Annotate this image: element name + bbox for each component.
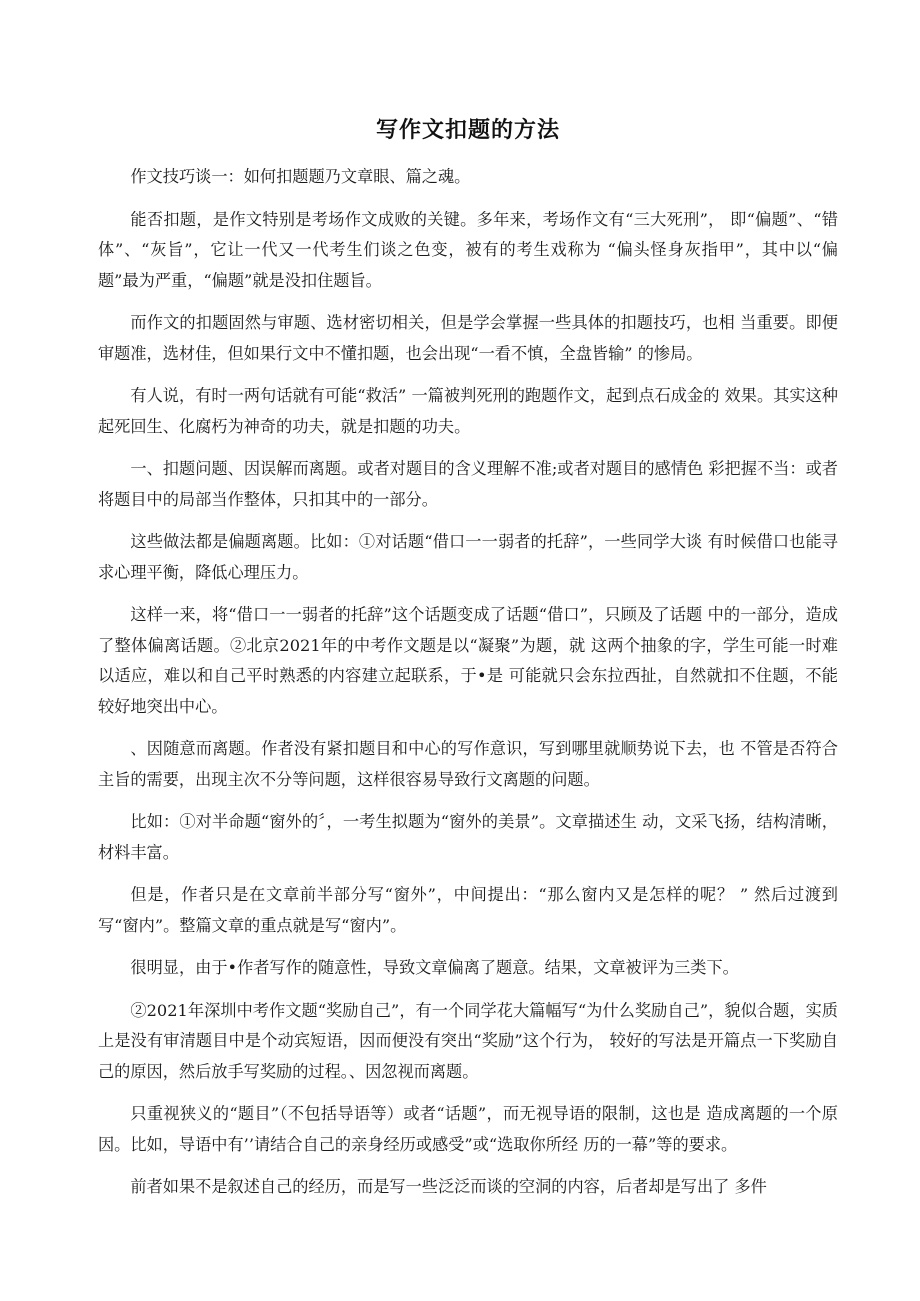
paragraph: 能否扣题，是作文特别是考场作文成败的关键。多年来，考场作文有“三大死刑”， 即“偏题”、“错体”、“灰旨”，它让一代又一代考生们谈之色变，被有的考生戏称为 “偏头怪身灰指甲”，其中以“偏题”最为严重，“偏题”就是没扣住题旨。 — [98, 209, 838, 290]
document-title: 写作文扣题的方法 — [375, 117, 560, 143]
paragraph: 一、扣题问题、因误解而离题。或者对题目的含义理解不准;或者对题目的感情色 彩把握不当：或者将题目中的局部当作整体，只扣其中的一部分。 — [98, 459, 838, 509]
paragraph: 但是，作者只是在文章前半部分写“窗外”，中间提出：“那么窗内又是怎样的呢？ ” 然后过渡到写“窗内”。整篇文章的重点就是写“窗内”。 — [98, 885, 838, 935]
paragraph: 这样一来，将“借口一一弱者的托辞”这个话题变成了话题“借口”，只顾及了话题 中的一部分，造成了整体偏离话题。②北京2021年的中考作文题是以“凝聚”为题，就 这两个抽象的字，学生可能一时难以适应，难以和自己平时熟悉的内容建立起联系，于•是 可能就只会东拉西扯，自然就扣不住题，不能较好地突出中心。 — [98, 605, 838, 716]
paragraph: 、因随意而离题。作者没有紧扣题目和中心的写作意识，写到哪里就顺势说下去，也 不管是否符合主旨的需要，出现主次不分等问题，这样很容易导致行文离题的问题。 — [98, 739, 838, 789]
paragraph: 很明显，由于•作者写作的随意性，导致文章偏离了题意。结果，文章被评为三类下。 — [130, 958, 739, 977]
paragraph: 作文技巧谈一：如何扣题题乃文章眼、篇之魂。 — [130, 167, 471, 186]
paragraph: 而作文的扣题固然与审题、选材密切相关，但是学会掌握一些具体的扣题技巧，也相 当重要。即便审题准，选材佳，但如果行文中不懂扣题，也会出现“一看不慎，全盘皆输” 的惨局。 — [98, 313, 838, 363]
document-page — [98, 112, 838, 1215]
paragraph: ②2021年深圳中考作文题“奖励自己”，有一个同学花大篇幅写“为什么奖励自己”，貌似合题，实质上是没有审清题目中是个动宾短语，因而便没有突出“奖励”这个行为， 较好的写法是开篇点一下奖励自己的原因，然后放手写奖励的过程。、因忽视而离题。 — [98, 1000, 838, 1081]
paragraph: 这些做法都是偏题离题。比如：①对话题“借口一一弱者的托辞”，一些同学大谈 有时候借口也能寻求心理平衡，降低心理压力。 — [98, 532, 838, 582]
paragraph: 前者如果不是叙述自己的经历，而是写一些泛泛而谈的空洞的内容，后者却是写出了 多件 — [130, 1177, 767, 1196]
paragraph: 有人说，有时一两句话就有可能“救活” 一篇被判死刑的跑题作文，起到点石成金的 效果。其实这种起死回生、化腐朽为神奇的功夫，就是扣题的功夫。 — [98, 386, 838, 436]
paragraph: 比如：①对半命题“窗外的〞，一考生拟题为“窗外的美景”。文章描述生 动，文采飞扬，结构清晰，材料丰富。 — [98, 812, 838, 862]
paragraph: 只重视狭义的“题目”（不包括导语等）或者“话题”，而无视导语的限制，这也是 造成离题的一个原因。比如，导语中有’’请结合自己的亲身经历或感受”或“选取你所经 历的一幕”等的要求。 — [98, 1104, 838, 1154]
